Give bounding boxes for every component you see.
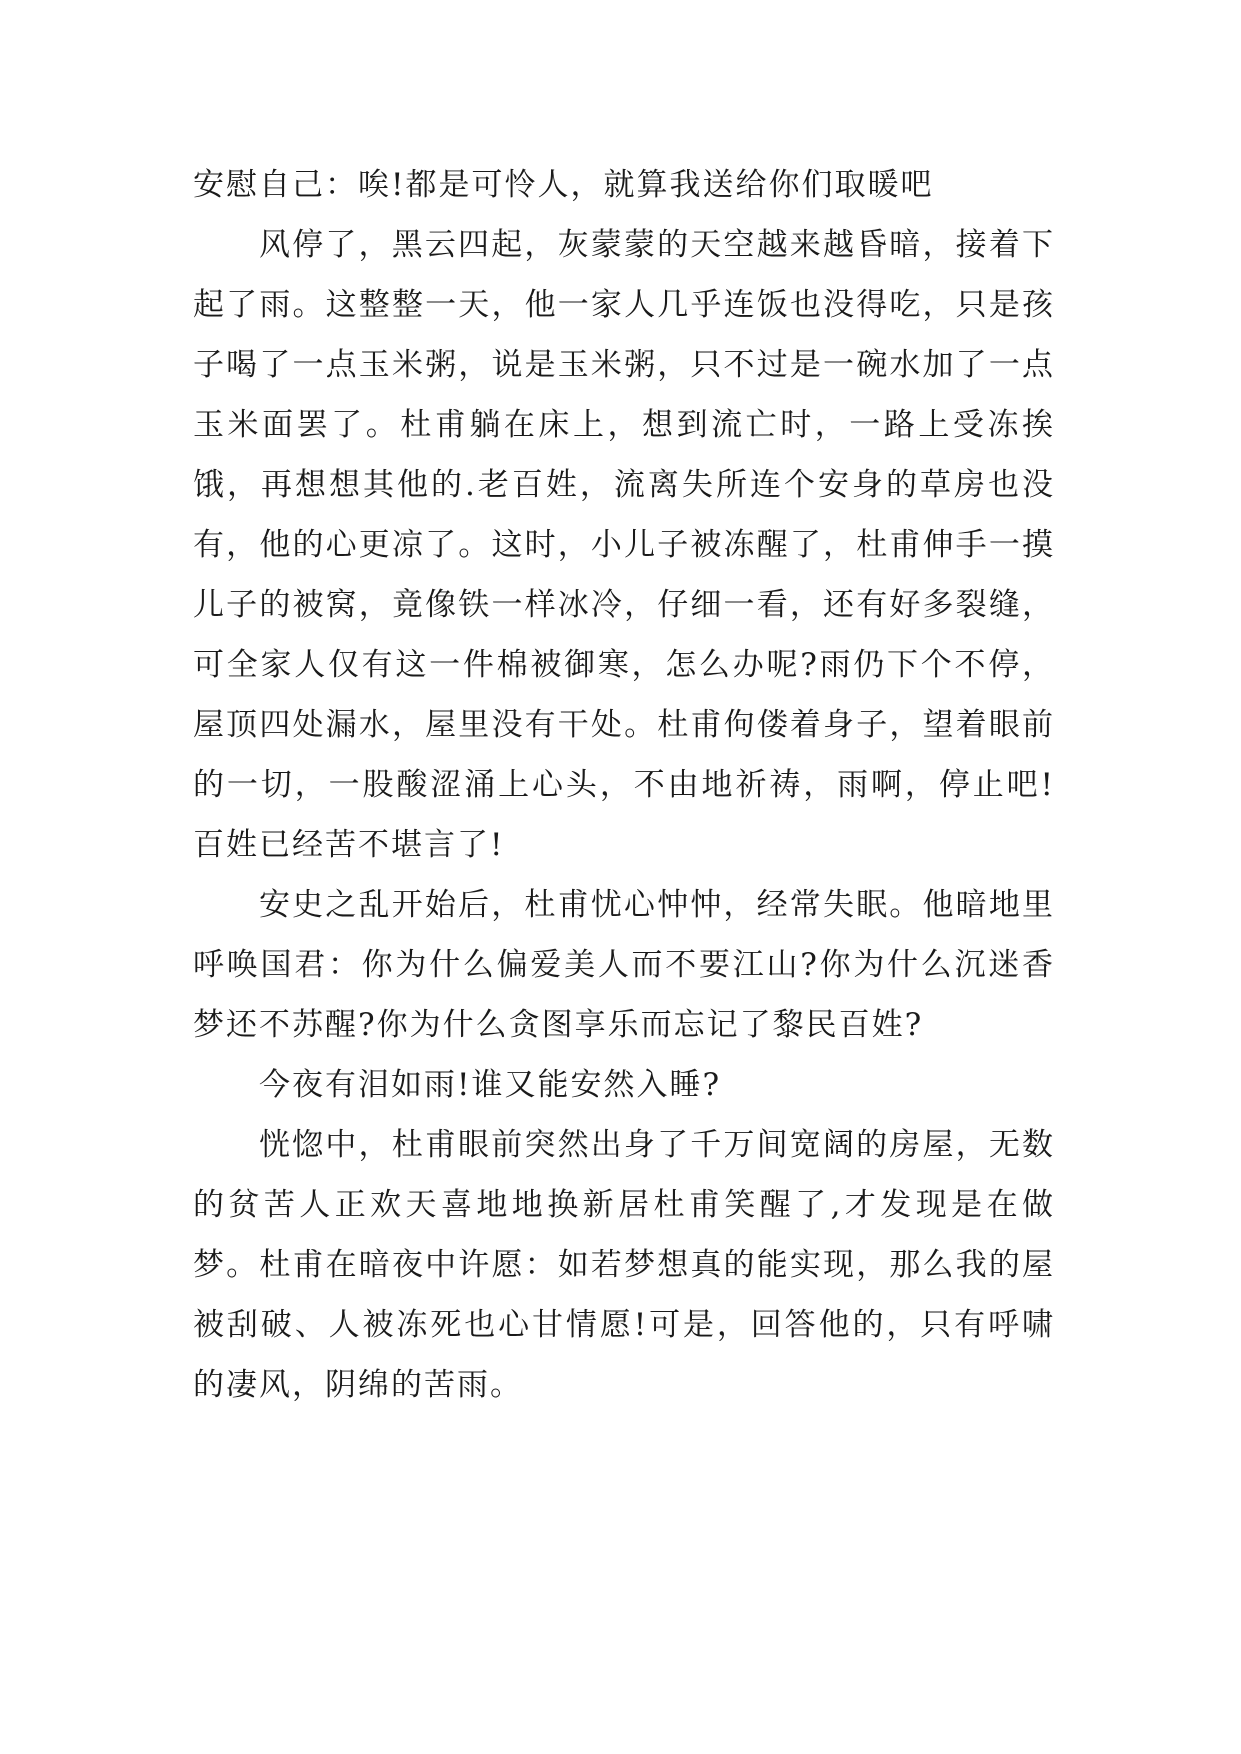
paragraph-1: 安慰自己：唉!都是可怜人，就算我送给你们取暖吧 (193, 167, 934, 203)
paragraph-3: 安史之乱开始后，杜甫忧心忡忡，经常失眠。他暗地里呼唤国君：你为什么偏爱美人而不要江山?你为什么沉迷香梦还不苏醒?你为什么贪图享乐而忘记了黎民百姓? (193, 887, 1055, 1043)
paragraph-5: 恍惚中，杜甫眼前突然出身了千万间宽阔的房屋，无数的贫苦人正欢天喜地地换新居杜甫笑醒了,才发现是在做梦。杜甫在暗夜中许愿：如若梦想真的能实现，那么我的屋被刮破、人被冻死也心甘情愿!可是，回答他的，只有呼啸的凄风，阴绵的苦雨。 (193, 1127, 1055, 1403)
paragraph-2: 风停了，黑云四起，灰蒙蒙的天空越来越昏暗，接着下起了雨。这整整一天，他一家人几乎连饭也没得吃，只是孩子喝了一点玉米粥，说是玉米粥，只不过是一碗水加了一点玉米面罢了。杜甫躺在床上，想到流亡时，一路上受冻挨饿，再想想其他的.老百姓，流离失所连个安身的草房也没有，他的心更凉了。这时，小儿子被冻醒了，杜甫伸手一摸儿子的被窝，竟像铁一样冰冷，仔细一看，还有好多裂缝，可全家人仅有这一件棉被御寒，怎么办呢?雨仍下个不停，屋顶四处漏水，屋里没有干处。杜甫佝偻着身子，望着眼前的一切，一股酸涩涌上心头，不由地祈祷，雨啊，停止吧!百姓已经苦不堪言了! (193, 227, 1055, 863)
document-body (193, 155, 1055, 1415)
paragraph-4: 今夜有泪如雨!谁又能安然入睡? (259, 1067, 722, 1103)
